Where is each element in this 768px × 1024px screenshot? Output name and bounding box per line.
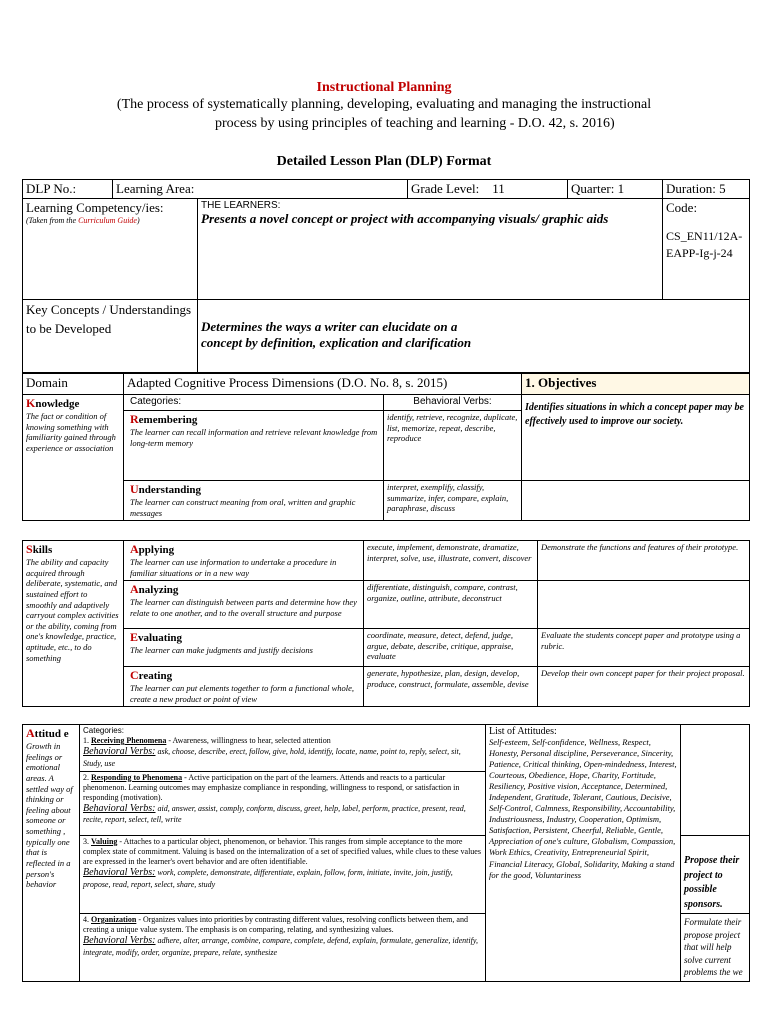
attitude-objective-it-cell (681, 914, 750, 982)
attitude-objective-bold: Propose their project to possible sponsors. (684, 855, 740, 910)
key-concepts-text-cell (198, 300, 750, 373)
organization-heading: 4. Organization - Organizes values into priorities by contrasting different values, resolving conflicts between them, and creating a unique value system. The emphasis is on comparing, relating, and synthesizing values. (83, 915, 468, 934)
categories-label: Categories: (124, 395, 384, 411)
dlp-no-cell: DLP No.: (23, 180, 113, 199)
grade-level-cell: Grade Level: 11 (408, 180, 568, 199)
understanding-cell (124, 481, 384, 521)
evaluating-verbs: coordinate, measure, detect, defend, judge, argue, debate, describe, critique, appraise, evaluate (364, 629, 538, 667)
knowledge-desc: The fact or condition of knowing something with familiarity gained through experience or association (26, 411, 116, 453)
applying-title: Applying (130, 542, 175, 556)
skills-table (22, 540, 750, 707)
dimensions-header: Adapted Cognitive Process Dimensions (D.O. No. 8, s. 2015) (124, 374, 522, 395)
skills-domain-cell (23, 541, 124, 707)
receiving-verbs: Behavioral Verbs: ask, choose, describe, erect, follow, give, hold, identify, locate, name, point to, reply, select, sit, Study, use (83, 746, 461, 768)
domain-header: Domain (23, 374, 124, 395)
attitude-obj-empty-1 (681, 725, 750, 836)
attitude-domain-cell (23, 725, 80, 982)
creating-cell (124, 667, 364, 707)
valuing-heading: 3. Valuing - Attaches to a particular object, phenomenon, or behavior. This ranges from simple acceptance to the more complex state of commitment. Valuing is based on the internalization of a set of specified values, while clues to these values are expressed in the learner's overt behavior and are often identifiable. (83, 837, 481, 866)
attitude-list-text: Self-esteem, Self-confidence, Wellness, Respect, Honesty, Personal discipline, Perseverance, Sincerity, Patience, Critical thinking, Open-mindedness, Interest, Courteous, Obedience, Hope, Charity, Fortitude, Resiliency, Positive vision, Acceptance, Determined, Independent, Gratitude, Tolerant, Cautious, Decisive, Self-Control, Calmness, Responsibility, Accountability, Industriousness, Industry, Cooperation, Optimism, Satisfaction, Persistent, Cheerful, Reliable, Gentle, Appreciation of one's culture, Globalism, Compassion, Work Ethics, Creativity, Entrepreneurial Spirit, Financial Literacy, Global, Solidarity, Making a stand for the good, Voluntariness (489, 737, 677, 880)
skills-title: Skills (26, 542, 53, 556)
format-title: Detailed Lesson Plan (DLP) Format (276, 154, 492, 169)
knowledge-objective: Identifies situations in which a concept paper may be effectively used to improve our society. (525, 402, 744, 427)
competency-text-cell (198, 199, 663, 300)
attitude-list-title: List of Attitudes: (489, 726, 557, 737)
learning-area-cell: Learning Area: (113, 180, 408, 199)
knowledge-title: Knowledge (26, 396, 80, 410)
page-title: Instructional Planning (316, 80, 452, 95)
code-value: CS_EN11/12A-EAPP-Ig-j-24 (666, 229, 743, 261)
attitude-objective-bold-cell (681, 836, 750, 914)
competency-note: (Taken from the Curriculum Guide) (26, 216, 140, 225)
receiving-heading: 1. Receiving Phenomena - Awareness, willingness to hear, selected attention (83, 736, 331, 745)
skills-desc: The ability and capacity acquired through deliberate, systematic, and sustained effort to smoothly and adaptively carryout complex activities or the ability, coming from one's knowledge, practice, aptitude, etc., to do something (26, 557, 119, 663)
attitude-cat-1 (80, 725, 486, 836)
understanding-verbs: interpret, exemplify, classify, summarize, infer, compare, explain, paraphrase, discuss (384, 481, 522, 521)
analyzing-cell (124, 581, 364, 629)
evaluating-title: Evaluating (130, 630, 183, 644)
understanding-title: Understanding (130, 482, 202, 496)
analyzing-desc: The learner can distinguish between parts and determine how they relate to one another, and to the overall structure and purpose (130, 597, 357, 618)
objectives-header: 1. Objectives (522, 374, 750, 395)
valuing-verbs: Behavioral Verbs: work, complete, demonstrate, differentiate, explain, follow, form, initiate, invite, join, justify, propose, read, report, select, share, study (83, 867, 453, 889)
attitude-categories-label: Categories: (83, 726, 124, 735)
evaluating-desc: The learner can make judgments and justify decisions (130, 645, 313, 655)
code-cell (663, 199, 750, 300)
applying-desc: The learner can use information to undertake a procedure in familiar situations or in a new way (130, 557, 337, 578)
analyzing-title: Analyzing (130, 582, 179, 596)
creating-title: Creating (130, 668, 173, 682)
creating-desc: The learner can put elements together to form a functional whole, create a new product or point of view (130, 683, 355, 704)
analyzing-verbs: differentiate, distinguish, compare, contrast, organize, outline, attribute, deconstruct (364, 581, 538, 629)
remembering-verbs: identify, retrieve, recognize, duplicate, list, memorize, repeat, describe, reproduce (384, 411, 522, 481)
attitude-objective-it: Formulate their propose project that will help solve current problems the we (684, 917, 743, 978)
creating-verbs: generate, hypothesize, plan, design, develop, produce, construct, formulate, assemble, devise (364, 667, 538, 707)
attitude-cat-4 (80, 914, 486, 982)
verbs-label: Behavioral Verbs: (384, 395, 522, 411)
remembering-desc: The learner can recall information and retrieve relevant knowledge from long-term memory (130, 427, 378, 448)
attitude-table (22, 724, 750, 982)
competency-text: Presents a novel concept or project with accompanying visuals/ graphic aids (201, 211, 609, 226)
responding-verbs: Behavioral Verbs: aid, answer, assist, comply, conform, discuss, greet, help, label, perform, practice, present, read, recite, report, select, tell, write (83, 802, 466, 824)
knowledge-objective-cell (522, 395, 750, 481)
competency-label: Learning Competency/ies: (26, 200, 164, 215)
code-label: Code: (666, 200, 698, 215)
remembering-cell (124, 411, 384, 481)
key-concepts-label: Key Concepts / Understandings to be Developed (23, 300, 198, 373)
page-subtitle-line1: (The process of systematically planning, developing, evaluating and managing the instructional (116, 97, 652, 112)
dlp-header-table (22, 179, 750, 373)
applying-verbs: execute, implement, demonstrate, dramatize, interpret, solve, use, illustrate, convert, discover (364, 541, 538, 581)
evaluating-cell (124, 629, 364, 667)
page-subtitle-line2: process by using principles of teaching and learning - D.O. 42, s. 2016) (215, 116, 615, 131)
evaluating-objective: Evaluate the students concept paper and prototype using a rubric. (538, 629, 750, 667)
attitude-desc: Growth in feelings or emotional areas. A settled way of thinking or feeling about someone or something , typically one that is reflected in a person's behavior (26, 741, 73, 890)
attitude-cat-3 (80, 836, 486, 914)
understanding-desc: The learner can construct meaning from oral, written and graphic messages (130, 497, 356, 518)
organization-verbs: Behavioral Verbs: adhere, alter, arrange, combine, compare, complete, defend, explain, formulate, generalize, identify, integrate, modify, order, organize, prepare, relate, synthesize (83, 935, 478, 957)
quarter-cell: Quarter: 1 (568, 180, 663, 199)
knowledge-domain-cell (23, 395, 124, 521)
understanding-objective (522, 481, 750, 521)
attitude-title: Attitud e (26, 726, 69, 740)
applying-objective: Demonstrate the functions and features of their prototype. (538, 541, 750, 581)
knowledge-table (22, 373, 750, 521)
key-concepts-text: Determines the ways a writer can elucidate on a concept by definition, explication and clarification (201, 319, 472, 350)
remembering-title: Remembering (130, 412, 198, 426)
attitude-list-cell (486, 725, 681, 982)
creating-objective: Develop their own concept paper for their project proposal. (538, 667, 750, 707)
analyzing-objective (538, 581, 750, 629)
responding-heading: 2. Responding to Phenomena - Active participation on the part of the learners. Attends and reacts to a particular phenomenon. Learning outcomes may emphasize compliance in responding, willingness to respond, or satisfaction in responding (motivation). (83, 772, 460, 802)
duration-cell: Duration: 5 (663, 180, 750, 199)
competency-label-cell (23, 199, 198, 300)
applying-cell (124, 541, 364, 581)
learners-label: THE LEARNERS: (201, 200, 281, 211)
